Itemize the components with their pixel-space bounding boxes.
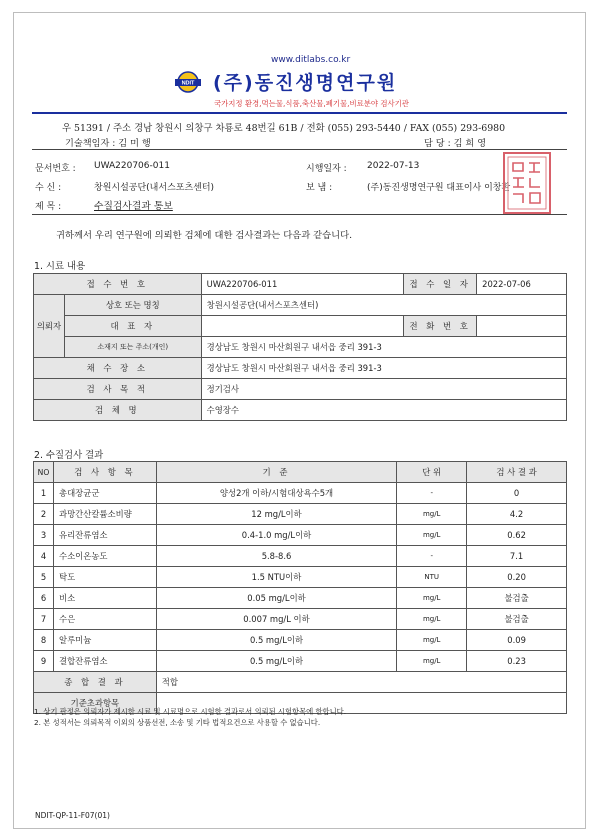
sample-info-table: [33, 273, 567, 421]
recipient-label: 수 신 :: [35, 183, 62, 193]
row-standard: 0.5 mg/L이하: [156, 630, 396, 651]
table-row: [34, 316, 567, 337]
table-row: [34, 630, 567, 651]
row-item: 과망간산칼륨소비량: [53, 504, 156, 525]
row-result: 4.2: [467, 504, 567, 525]
overall-result: 적합: [156, 672, 566, 693]
table-row: [34, 400, 567, 421]
row-result: 0.62: [467, 525, 567, 546]
sample-name-label: 검 체 명: [34, 400, 202, 421]
subject-label: 제 목 :: [35, 202, 62, 212]
results-header-row: [34, 462, 567, 483]
sample-place: 경상남도 창원시 마산회원구 내서읍 중리 391-3: [201, 358, 566, 379]
header-standard: 기 준: [156, 462, 396, 483]
table-row: [34, 567, 567, 588]
company-label: 상호 또는 명칭: [64, 295, 201, 316]
table-row: [34, 504, 567, 525]
row-no: 1: [34, 483, 54, 504]
person-in-charge: 담 당 : 김 희 영: [424, 138, 487, 149]
row-unit: -: [397, 546, 467, 567]
client-label: 의뢰자: [34, 295, 65, 358]
section2-title: 2. 수질검사 결과: [34, 450, 104, 461]
results-table: [33, 461, 567, 714]
row-no: 8: [34, 630, 54, 651]
row-unit: mg/L: [397, 651, 467, 672]
doc-no-label: 문서번호 :: [35, 164, 76, 174]
row-item: 탁도: [53, 567, 156, 588]
company-logo: [172, 71, 204, 93]
brand-subtitle: 국가지정 환경,먹는물,식품,축산물,폐기물,비료분야 검사기관: [214, 99, 409, 108]
row-standard: 12 mg/L이하: [156, 504, 396, 525]
overall-row: [34, 672, 567, 693]
table-row: [34, 274, 567, 295]
subject-divider: [32, 214, 567, 215]
table-row: [34, 483, 567, 504]
representative-label: 대 표 자: [64, 316, 201, 337]
row-unit: mg/L: [397, 588, 467, 609]
table-row: [34, 525, 567, 546]
row-standard: 1.5 NTU이하: [156, 567, 396, 588]
row-unit: mg/L: [397, 630, 467, 651]
contact-address: 우 51391 / 주소 경남 창원시 의창구 차룡로 48번길 61B / 전화 (055) 293-5440 / FAX (055) 293-6980: [62, 123, 506, 134]
official-seal-stamp: [502, 151, 552, 215]
notes: [34, 706, 346, 728]
phone-label: 전 화 번 호: [404, 316, 477, 337]
table-row: [34, 546, 567, 567]
table-row: [34, 337, 567, 358]
row-no: 9: [34, 651, 54, 672]
table-row: [34, 651, 567, 672]
sender: (주)동진생명연구원 대표이사 이창환: [367, 183, 511, 193]
header-result: 검 사 결 과: [467, 462, 567, 483]
row-standard: 5.8-8.6: [156, 546, 396, 567]
row-result: 불검출: [467, 588, 567, 609]
company-name: 창원시설공단(내서스포츠센터): [201, 295, 566, 316]
row-item: 수은: [53, 609, 156, 630]
intro-text: 귀하께서 우리 연구원에 의뢰한 검체에 대한 검사결과는 다음과 같습니다.: [56, 230, 353, 241]
row-standard: 0.5 mg/L이하: [156, 651, 396, 672]
contact-divider: [32, 149, 567, 150]
sample-place-label: 채 수 장 소: [34, 358, 202, 379]
row-no: 4: [34, 546, 54, 567]
row-no: 7: [34, 609, 54, 630]
section1-title: 1. 시료 내용: [34, 261, 86, 272]
note-1: 1. 상기 판정은 의뢰자가 제시한 시료 및 시료명으로 시험한 결과로서 의뢰된 시험항목에 한합니다.: [34, 707, 347, 716]
row-unit: mg/L: [397, 609, 467, 630]
row-standard: 0.05 mg/L이하: [156, 588, 396, 609]
row-standard: 양성2개 이하/시험대상욕수5개: [156, 483, 396, 504]
header-unit: 단 위: [397, 462, 467, 483]
row-item: 수소이온농도: [53, 546, 156, 567]
row-no: 3: [34, 525, 54, 546]
form-code: NDIT-QP-11-F07(01): [35, 811, 110, 820]
note-2: 2. 본 성적서는 의뢰목적 이외의 상품선전, 소송 및 기타 법적요건으로 사용할 수 없습니다.: [34, 718, 321, 727]
row-result: 0.23: [467, 651, 567, 672]
row-item: 결합잔류염소: [53, 651, 156, 672]
sender-label: 보 냄 :: [306, 183, 333, 193]
website-url[interactable]: www.ditlabs.co.kr: [271, 55, 351, 65]
location-label: 소재지 또는 주소(개인): [64, 337, 201, 358]
brand-name: (주)동진생명연구원: [213, 72, 398, 94]
row-item: 알루미늄: [53, 630, 156, 651]
row-unit: mg/L: [397, 504, 467, 525]
issue-date: 2022-07-13: [367, 161, 420, 171]
table-row: [34, 588, 567, 609]
table-row: [34, 295, 567, 316]
logo-text: NDIT: [181, 80, 195, 87]
header-no: NO: [34, 462, 54, 483]
receipt-no: UWA220706-011: [201, 274, 404, 295]
phone: [477, 316, 567, 337]
row-unit: mg/L: [397, 525, 467, 546]
location: 경상남도 창원시 마산회원구 내서읍 중리 391-3: [201, 337, 566, 358]
row-result: 불검출: [467, 609, 567, 630]
receipt-date-label: 접 수 일 자: [404, 274, 477, 295]
row-unit: -: [397, 483, 467, 504]
header-item: 검 사 항 목: [53, 462, 156, 483]
subject: 수질검사결과 통보: [94, 201, 173, 212]
row-result: 0.20: [467, 567, 567, 588]
row-result: 0: [467, 483, 567, 504]
purpose: 정기검사: [201, 379, 566, 400]
receipt-no-label: 접 수 번 호: [34, 274, 202, 295]
row-standard: 0.4-1.0 mg/L이하: [156, 525, 396, 546]
row-result: 0.09: [467, 630, 567, 651]
row-item: 유리잔류염소: [53, 525, 156, 546]
overall-label: 종 합 결 과: [34, 672, 157, 693]
exceed-label: 기준초과항목: [34, 693, 157, 714]
row-item: 총대장균군: [53, 483, 156, 504]
table-row: [34, 609, 567, 630]
receipt-date: 2022-07-06: [477, 274, 567, 295]
row-standard: 0.007 mg/L 이하: [156, 609, 396, 630]
sample-name: 수영장수: [201, 400, 566, 421]
row-no: 5: [34, 567, 54, 588]
table-row: [34, 379, 567, 400]
tech-manager: 기술책임자 : 김 미 행: [65, 138, 151, 149]
row-item: 비소: [53, 588, 156, 609]
date-label: 시행일자 :: [306, 164, 347, 174]
header-divider: [32, 112, 567, 114]
row-unit: NTU: [397, 567, 467, 588]
row-result: 7.1: [467, 546, 567, 567]
table-row: [34, 358, 567, 379]
representative: [201, 316, 404, 337]
purpose-label: 검 사 목 적: [34, 379, 202, 400]
row-no: 6: [34, 588, 54, 609]
recipient: 창원시설공단(내서스포츠센터): [94, 183, 215, 193]
doc-no: UWA220706-011: [94, 161, 170, 171]
row-no: 2: [34, 504, 54, 525]
